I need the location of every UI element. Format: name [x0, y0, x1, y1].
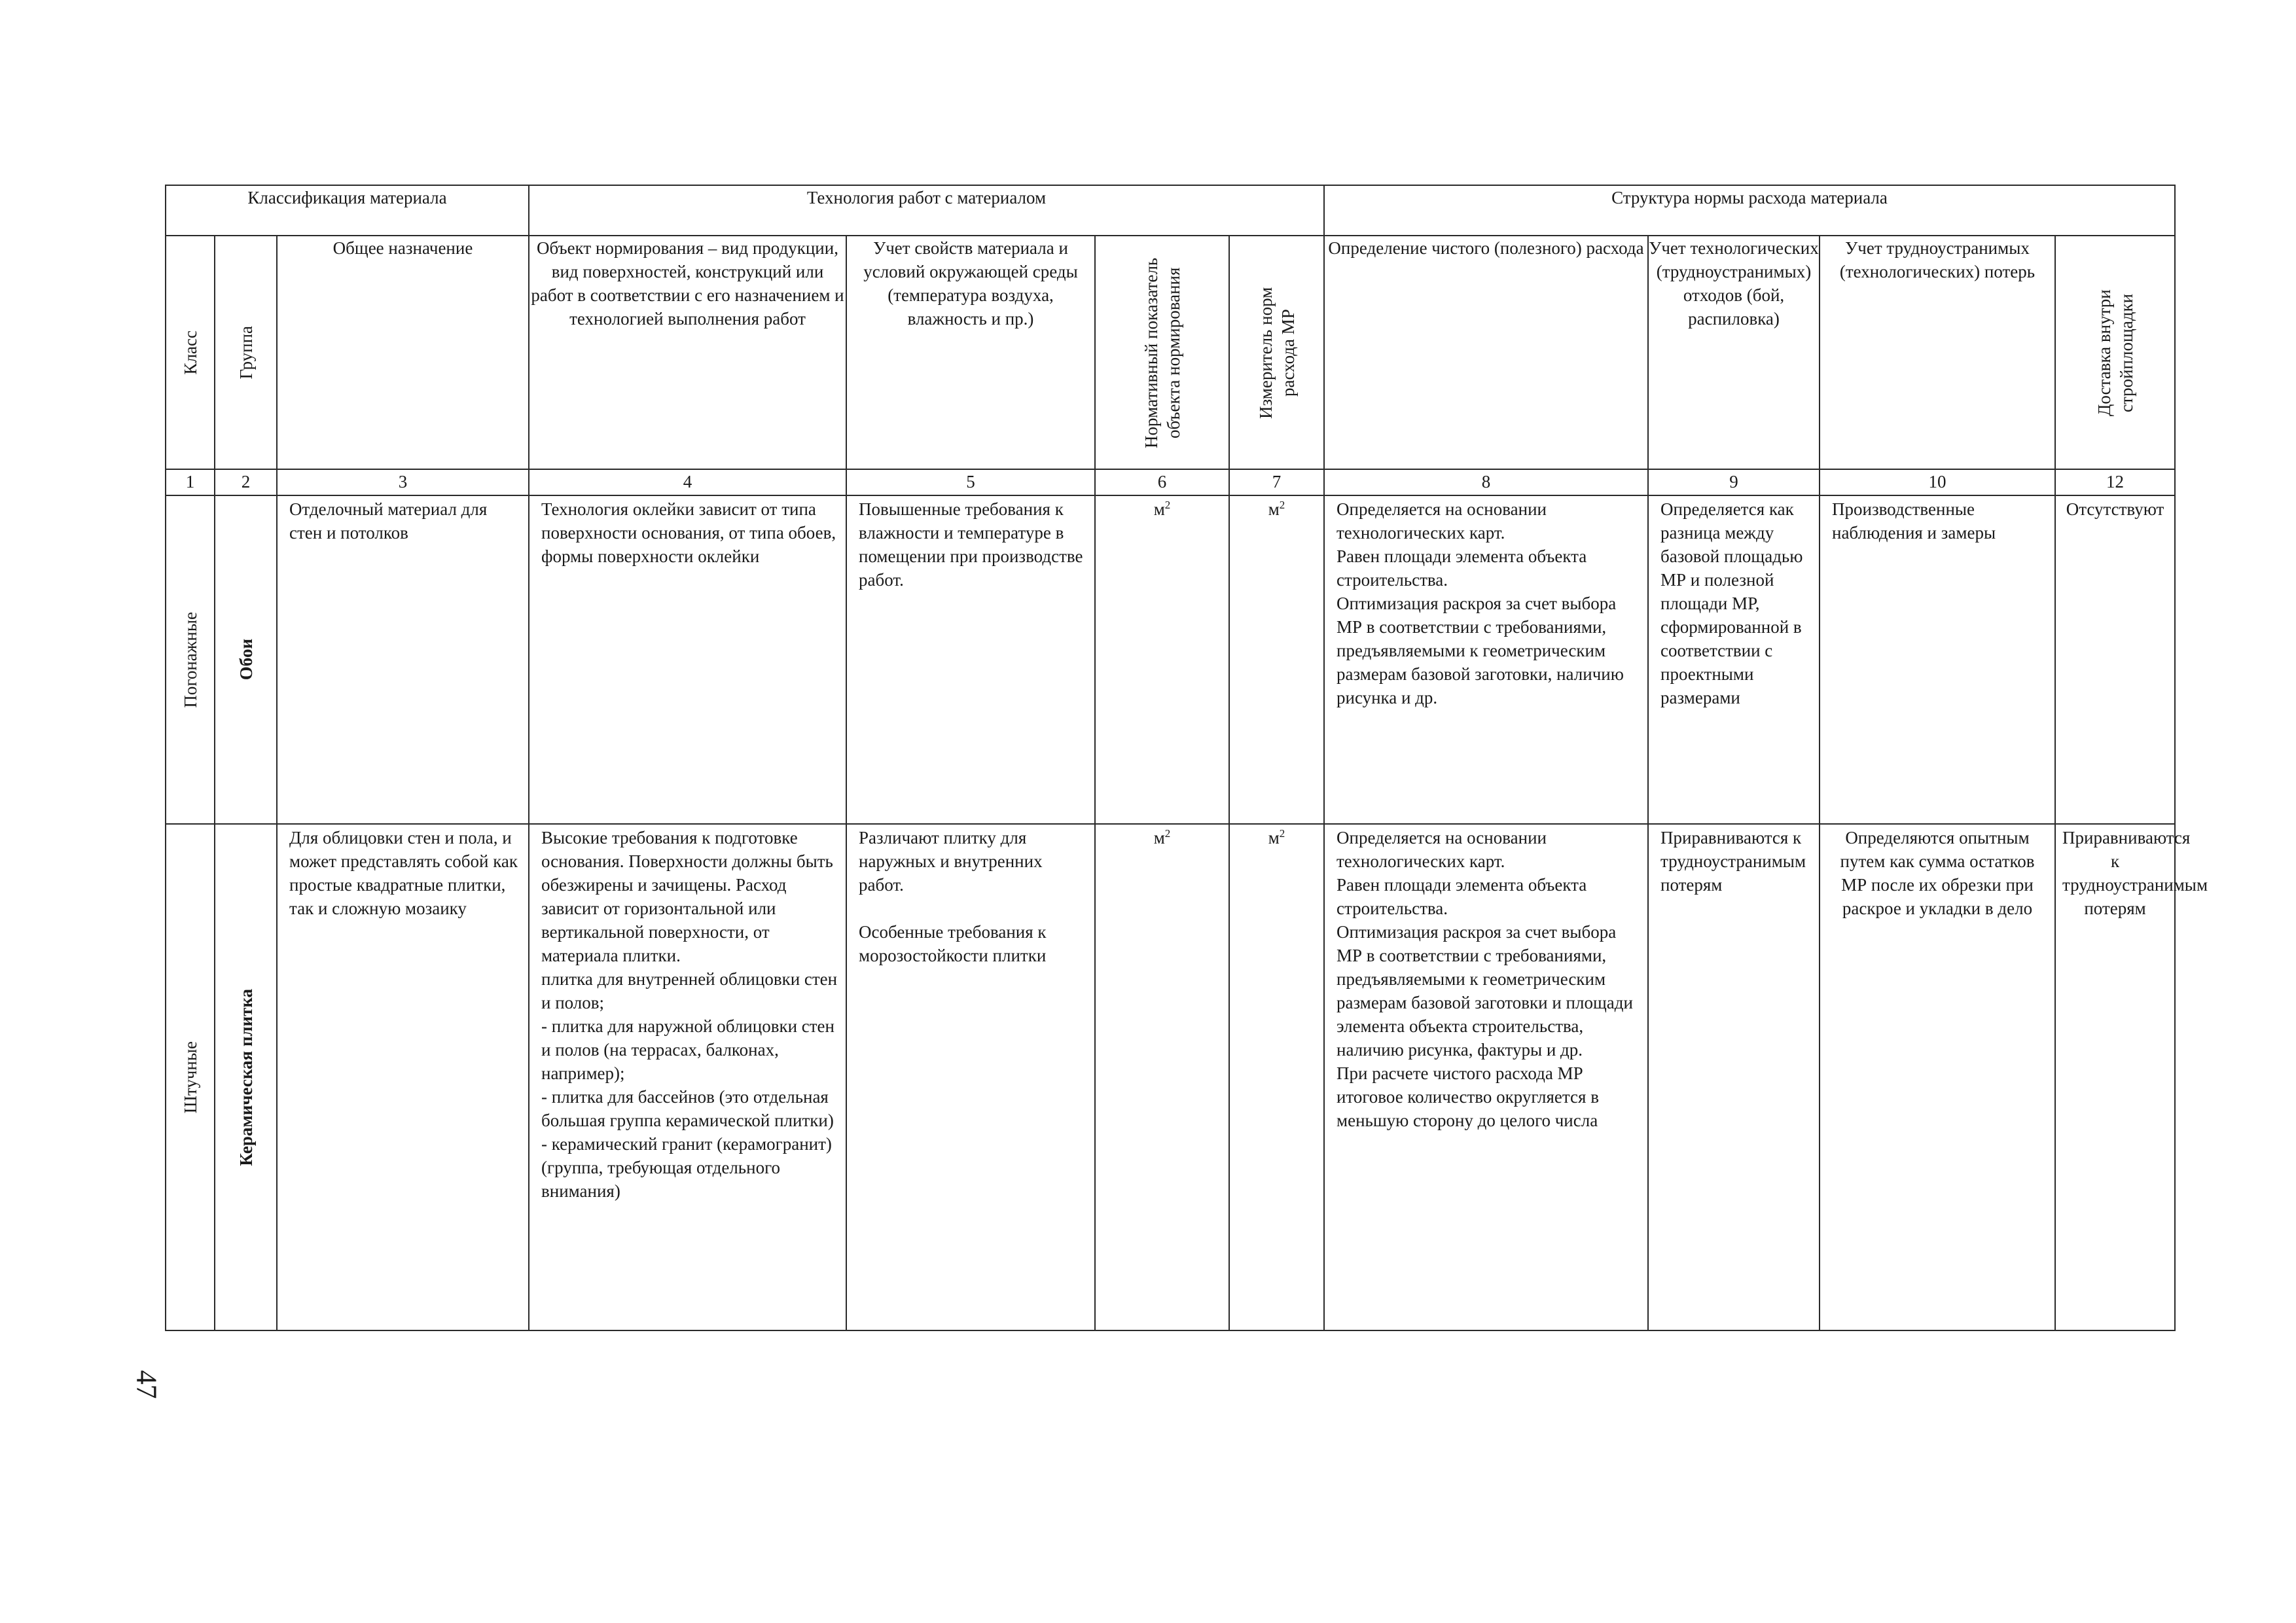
column-number: 2 — [215, 469, 277, 495]
col-gruppa-header: Группа — [215, 236, 277, 469]
group-header-row — [166, 185, 2175, 236]
column-header-row — [166, 236, 2175, 469]
cell-normativ: $м^2$ — [1095, 824, 1229, 1330]
column-number: 5 — [846, 469, 1095, 495]
column-number: 7 — [1229, 469, 1324, 495]
col-izmeritel-header: Измеритель норм расхода МР — [1229, 236, 1324, 469]
table-row-oboi — [166, 495, 2175, 824]
cell-chisty: Определяется на основании технологических карт. Равен площади элемента объекта строительства. Оптимизация раскроя за счет выбора МР в соответствии с требованиями, предъявляемыми к геометрическим размерам базовой заготовки и площади элемента объекта строительства, наличию рисунка, фактуры и др. При расчете чистого расхода МР итоговое количество округляется в меньшую сторону до целого числа — [1324, 824, 1648, 1330]
col-obekt-header: Объект нормирования – вид продукции, вид поверхностей, конструкций или работ в соответствии с его назначением и технологией выполнения работ — [529, 236, 846, 469]
table-row-plitka — [166, 824, 2175, 1330]
cell-naznachenie: Отделочный материал для стен и потолков — [277, 495, 529, 824]
col-normativ-header: Нормативный показатель объекта нормирования — [1095, 236, 1229, 469]
cell-normativ: $м^2$ — [1095, 495, 1229, 824]
group-technology: Технология работ с материалом — [529, 185, 1324, 236]
col-poteri-header: Учет трудноустранимых (технологических) потерь — [1820, 236, 2055, 469]
col-naznachenie-header: Общее назначение — [277, 236, 529, 469]
norms-table-page — [165, 185, 2208, 1331]
column-number: 1 — [166, 469, 215, 495]
cell-chisty: Определяется на основании технологических карт. Равен площади элемента объекта строительства. Оптимизация раскроя за счет выбора МР в соответствии с требованиями, предъявляемыми к геометрическим размерам базовой заготовки, наличию рисунка и др. — [1324, 495, 1648, 824]
col-othody-header: Учет технологических (трудноустранимых) отходов (бой, распиловка) — [1648, 236, 1820, 469]
col-chisty-header: Определение чистого (полезного) расхода — [1324, 236, 1648, 469]
cell-gruppa: Керамическая плитка — [215, 824, 277, 1330]
column-number: 4 — [529, 469, 846, 495]
column-number-row — [166, 469, 2175, 495]
column-number: 12 — [2055, 469, 2175, 495]
material-norms-table — [165, 185, 2208, 1331]
column-number: 6 — [1095, 469, 1229, 495]
cell-dostavka: Приравниваются к трудноустранимым потерям — [2055, 824, 2175, 1330]
cell-naznachenie: Для облицовки стен и пола, и может представлять собой как простые квадратные плитки, так и сложную мозаику — [277, 824, 529, 1330]
cell-izmeritel: $м^2$ — [1229, 495, 1324, 824]
col-uchet-svoistv-header: Учет свойств материала и условий окружающей среды (температура воздуха, влажность и пр.) — [846, 236, 1095, 469]
cell-uchet-svoistv: Повышенные требования к влажности и температуре в помещении при производстве работ. — [846, 495, 1095, 824]
cell-dostavka: Отсутствуют — [2055, 495, 2175, 824]
cell-obekt: Высокие требования к подготовке основания. Поверхности должны быть обезжирены и зачищены. Расход зависит от горизонтальной или вертикальной поверхности, от материала плитки. плитка для внутренней облицовки стен и полов; - плитка для наружной облицовки стен и полов (на террасах, балконах, например); - плитка для бассейнов (это отдельная большая группа керамической плитки) - керамический гранит (керамогранит) (группа, требующая отдельного внимания) — [529, 824, 846, 1330]
cell-othody: Определяется как разница между базовой площадью МР и полезной площади МР, сформированной в соответствии с проектными размерами — [1648, 495, 1820, 824]
cell-othody: Приравниваются к трудноустранимым потерям — [1648, 824, 1820, 1330]
col-klass-header: Класс — [166, 236, 215, 469]
page-number: 47 — [130, 1370, 163, 1399]
cell-poteri: Определяются опытным путем как сумма остатков МР после их обрезки при раскрое и укладки в дело — [1820, 824, 2055, 1330]
col-dostavka-header: Доставка внутри стройплощадки — [2055, 236, 2175, 469]
group-classification: Классификация материала — [166, 185, 529, 236]
column-number: 10 — [1820, 469, 2055, 495]
column-number: 3 — [277, 469, 529, 495]
group-structure: Структура нормы расхода материала — [1324, 185, 2175, 236]
cell-obekt: Технология оклейки зависит от типа поверхности основания, от типа обоев, формы поверхности оклейки — [529, 495, 846, 824]
cell-gruppa: Обои — [215, 495, 277, 824]
cell-poteri: Производственные наблюдения и замеры — [1820, 495, 2055, 824]
column-number: 8 — [1324, 469, 1648, 495]
column-number: 9 — [1648, 469, 1820, 495]
cell-uchet-svoistv: Различают плитку для наружных и внутренних работ. Особенные требования к морозостойкости плитки — [846, 824, 1095, 1330]
cell-izmeritel: $м^2$ — [1229, 824, 1324, 1330]
cell-klass: Штучные — [166, 824, 215, 1330]
cell-klass: Погонажные — [166, 495, 215, 824]
